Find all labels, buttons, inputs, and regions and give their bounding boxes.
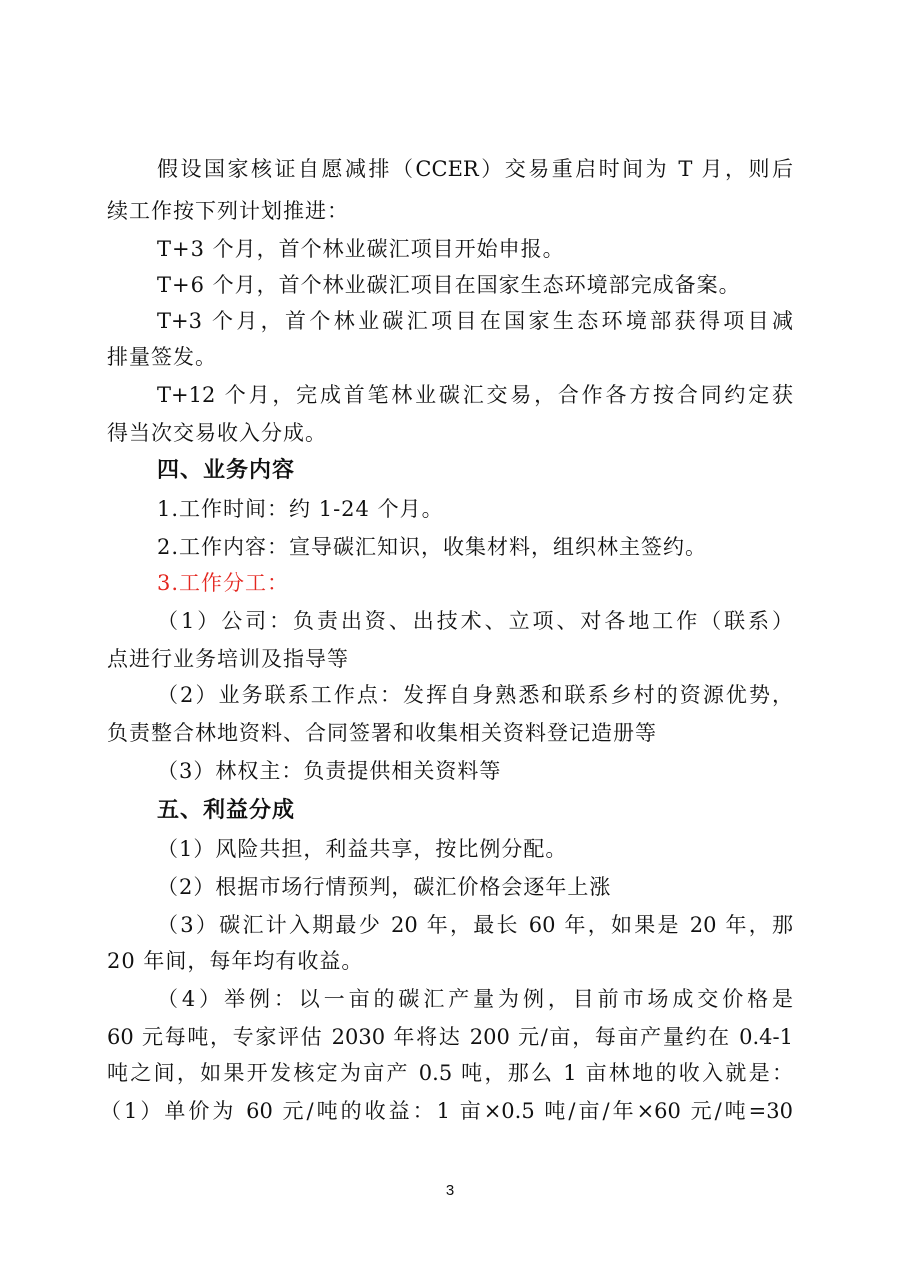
paragraph-t3-issue-line-2: 排量签发。 — [107, 345, 217, 369]
page-number: 3 — [445, 1182, 455, 1199]
profit-item-risk-sharing: （1）风险共担，利益共享，按比例分配。 — [157, 837, 568, 861]
paragraph-t3-issue-line-1: T+3 个月，首个林业碳汇项目在国家生态环境部获得项目减 — [157, 309, 793, 333]
business-item-division-of-labor: 3.工作分工： — [157, 571, 290, 595]
profit-item-period-line-1: （3）碳汇计入期最少 20 年，最长 60 年，如果是 20 年，那 — [157, 913, 793, 937]
section-heading-business: 四、业务内容 — [157, 458, 296, 483]
labor-company-line-1: （1）公司：负责出资、出技术、立项、对各地工作（联系） — [157, 609, 793, 633]
labor-forest-owner: （3）林权主：负责提供相关资料等 — [157, 759, 502, 783]
labor-contact-point-line-1: （2）业务联系工作点：发挥自身熟悉和联系乡村的资源优势， — [157, 683, 793, 707]
business-item-work-time: 1.工作时间：约 1-24 个月。 — [157, 497, 444, 521]
paragraph-t3-declare: T+3 个月，首个林业碳汇项目开始申报。 — [157, 237, 565, 261]
section-heading-profit-share: 五、利益分成 — [157, 798, 296, 823]
labor-company-line-2: 点进行业务培训及指导等 — [107, 647, 349, 671]
business-item-work-content: 2.工作内容：宣导碳汇知识，收集材料，组织林主签约。 — [157, 535, 708, 559]
profit-item-example-line-3: 吨之间，如果开发核定为亩产 0.5 吨，那么 1 亩林地的收入就是： — [107, 1061, 793, 1085]
profit-item-example-line-4: （1）单价为 60 元/吨的收益：1 亩×0.5 吨/亩/年×60 元/吨=30 — [100, 1099, 793, 1123]
profit-item-example-line-2: 60 元每吨，专家评估 2030 年将达 200 元/亩，每亩产量约在 0.4-1 — [107, 1025, 793, 1049]
paragraph-t12-trade-line-2: 得当次交易收入分成。 — [107, 421, 327, 445]
profit-item-price-trend: （2）根据市场行情预判，碳汇价格会逐年上涨 — [157, 875, 612, 899]
paragraph-t12-trade-line-1: T+12 个月，完成首笔林业碳汇交易，合作各方按合同约定获 — [157, 383, 793, 407]
profit-item-period-line-2: 20 年间，每年均有收益。 — [107, 949, 364, 973]
paragraph-ccer-line-2: 续工作按下列计划推进： — [107, 199, 349, 223]
paragraph-ccer-line-1: 假设国家核证自愿减排（CCER）交易重启时间为 T 月，则后 — [157, 157, 793, 181]
profit-item-example-line-1: （4）举例：以一亩的碳汇产量为例，目前市场成交价格是 — [157, 987, 793, 1011]
labor-contact-point-line-2: 负责整合林地资料、合同签署和收集相关资料登记造册等 — [107, 721, 657, 745]
paragraph-t6-record: T+6 个月，首个林业碳汇项目在国家生态环境部完成备案。 — [157, 273, 741, 297]
